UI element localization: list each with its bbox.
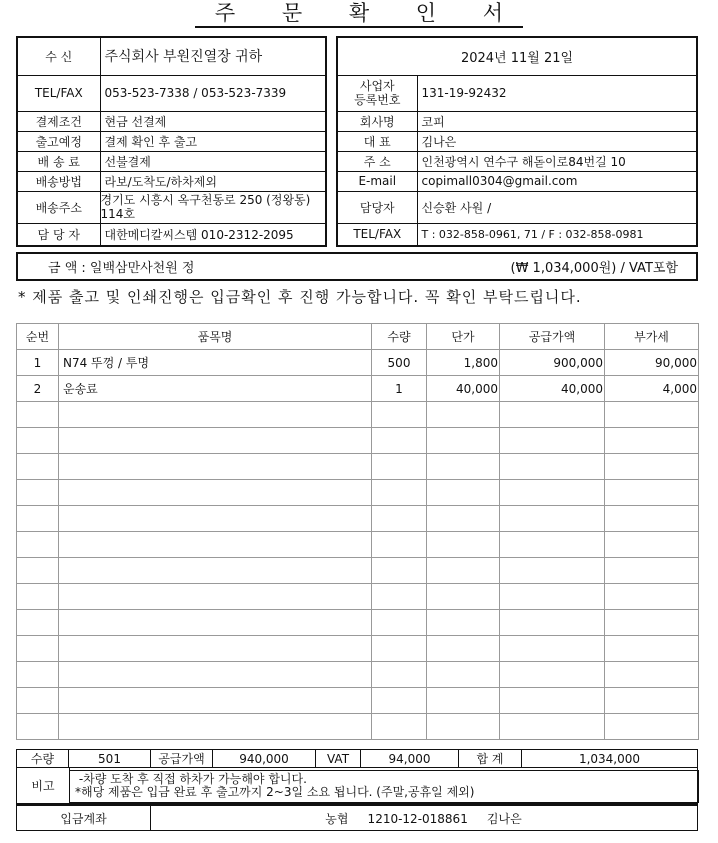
recipient-value: 주식회사 부원진열장 귀하 [100, 38, 325, 75]
supplier-info-box [336, 36, 698, 247]
header-no: 순번 [17, 324, 59, 350]
remarks-label: 비고 [17, 768, 70, 803]
shipping-fee-label: 배 송 료 [18, 151, 100, 171]
empty-table-row [17, 506, 699, 532]
remarks-box [16, 768, 698, 804]
sum-supply-label: 공급가액 [151, 750, 213, 768]
remarks-text: -차량 도착 후 직접 하차가 가능해야 합니다. *해당 제품은 입금 완료 후 출고까지 2~3일 소요 됩니다. (주말,공휴일 제외) [75, 772, 475, 799]
shipping-address-value [100, 191, 325, 223]
total-amount-box [16, 252, 698, 281]
contact-label: 담 당 자 [18, 223, 100, 245]
summary-row [16, 749, 698, 768]
ceo-value: 김나은 [417, 131, 696, 151]
recipient-info-box [16, 36, 327, 247]
header-unit-price: 단가 [427, 324, 500, 350]
header-item-name: 품목명 [59, 324, 372, 350]
empty-table-row [17, 558, 699, 584]
sum-qty: 501 [69, 750, 151, 768]
email-label: E-mail [338, 171, 417, 191]
payment-notice: * 제품 출고 및 인쇄진행은 입금확인 후 진행 가능합니다. 꼭 확인 부탁드립니다. [18, 288, 582, 306]
table-row: 2 운송료 1 40,000 40,000 4,000 [17, 376, 699, 402]
empty-table-row [17, 688, 699, 714]
empty-table-row [17, 402, 699, 428]
empty-table-row [17, 636, 699, 662]
shipping-address-line1: 경기도 시흥시 옥구천동로 250 (정왕동) [100, 193, 311, 207]
company-name-value: 코피 [417, 111, 696, 131]
amount-in-numbers: (₩ 1,034,000원) / VAT포함 [510, 261, 678, 276]
shipping-method-value: 라보/도착도/하차제외 [100, 171, 325, 191]
empty-table-row [17, 480, 699, 506]
items-header-row [17, 324, 699, 350]
sum-vat-label: VAT [316, 750, 361, 768]
empty-table-row [17, 584, 699, 610]
amount-in-words: 금 액 : 일백삼만사천원 정 [48, 261, 195, 276]
order-date: 2024년 11월 21일 [338, 38, 696, 75]
address-label: 주 소 [338, 151, 417, 171]
bank-account-label: 입금계좌 [17, 806, 151, 831]
sum-vat: 94,000 [361, 750, 459, 768]
supplier-telfax-value: T : 032-858-0961, 71 / F : 032-858-0981 [417, 223, 696, 245]
header-supply-amount: 공급가액 [500, 324, 605, 350]
empty-table-row [17, 714, 699, 740]
telfax-label: TEL/FAX [18, 75, 100, 111]
shipping-method-label: 배송방법 [18, 171, 100, 191]
payment-terms-label: 결제조건 [18, 111, 100, 131]
shipping-schedule-value: 결제 확인 후 출고 [100, 131, 325, 151]
header-vat: 부가세 [605, 324, 699, 350]
document-title: 주 문 확 인 서 [0, 0, 718, 32]
payment-terms-value: 현금 선결제 [100, 111, 325, 131]
manager-label: 담당자 [338, 191, 417, 223]
address-value: 인천광역시 연수구 해돋이로84번길 10 [417, 151, 696, 171]
empty-table-row [17, 428, 699, 454]
telfax-value: 053-523-7338 / 053-523-7339 [100, 75, 325, 111]
sum-qty-label: 수량 [17, 750, 69, 768]
supplier-telfax-label: TEL/FAX [338, 223, 417, 245]
manager-value: 신승환 사원 / [417, 191, 696, 223]
header-quantity: 수량 [372, 324, 427, 350]
bank-account-box [16, 804, 698, 831]
sum-total: 1,034,000 [522, 750, 698, 768]
items-table [16, 323, 699, 740]
shipping-address-line2: 114호 [100, 207, 135, 221]
shipping-address-label: 배송주소 [18, 191, 100, 223]
bank-account-value: 농협 1210-12-018861 김나은 [325, 812, 522, 826]
contact-value: 대한메디칼씨스템 010-2312-2095 [100, 223, 325, 245]
business-number-value: 131-19-92432 [417, 75, 696, 111]
company-name-label: 회사명 [338, 111, 417, 131]
empty-table-row [17, 454, 699, 480]
shipping-schedule-label: 출고예정 [18, 131, 100, 151]
email-value: copimall0304@gmail.com [417, 171, 696, 191]
shipping-fee-value: 선불결제 [100, 151, 325, 171]
sum-supply: 940,000 [213, 750, 316, 768]
empty-table-row [17, 662, 699, 688]
sum-total-label: 합 계 [459, 750, 522, 768]
business-number-label: 사업자 등록번호 [338, 75, 417, 111]
table-row: 1 N74 뚜껑 / 투명 500 1,800 900,000 90,000 [17, 350, 699, 376]
ceo-label: 대 표 [338, 131, 417, 151]
empty-table-row [17, 610, 699, 636]
empty-table-row [17, 532, 699, 558]
recipient-label: 수 신 [18, 38, 100, 75]
